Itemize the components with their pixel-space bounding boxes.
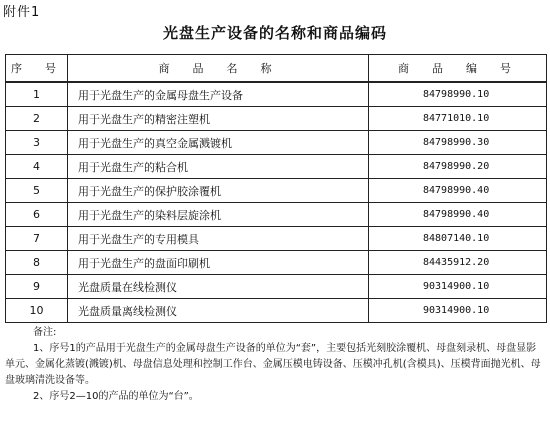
row-serial-number: 5 [6,179,68,203]
note-2: 2、序号2—10的产品的单位为“台”。 [33,391,199,402]
header-product-code: 商 品 编 号 [369,55,547,83]
notes-label: 备注: [33,327,57,338]
table-row [6,82,547,107]
row-product-code: 84435912.20 [369,251,547,275]
row-product-code: 90314900.10 [369,299,547,323]
row-serial-number: 4 [6,155,68,179]
row-product-name: 用于光盘生产的金属母盘生产设备 [68,82,369,107]
table-row [6,203,547,227]
row-serial-number: 1 [6,82,68,107]
row-serial-number: 9 [6,275,68,299]
annex-label: 附件1 [3,5,41,20]
row-serial-number: 3 [6,131,68,155]
document-title: 光盘生产设备的名称和商品编码 [162,24,387,42]
row-product-code: 84798990.20 [369,155,547,179]
row-serial-number: 8 [6,251,68,275]
row-product-name: 用于光盘生产的精密注塑机 [68,107,369,131]
row-product-name: 用于光盘生产的染料层旋涂机 [68,203,369,227]
notes-section [5,325,546,405]
table-row [6,275,547,299]
row-product-code: 84771010.10 [369,107,547,131]
row-product-name: 用于光盘生产的真空金属溅镀机 [68,131,369,155]
header-serial-number: 序 号 [6,55,68,83]
row-serial-number: 10 [6,299,68,323]
row-product-code: 84798990.40 [369,203,547,227]
row-product-code: 90314900.10 [369,275,547,299]
row-product-name: 用于光盘生产的粘合机 [68,155,369,179]
row-product-name: 用于光盘生产的专用模具 [68,227,369,251]
row-product-name: 光盘质量离线检测仪 [68,299,369,323]
row-product-code: 84798990.40 [369,179,547,203]
row-product-code: 84798990.30 [369,131,547,155]
row-product-name: 光盘质量在线检测仪 [68,275,369,299]
table-row [6,179,547,203]
table-row [6,251,547,275]
table-row [6,131,547,155]
table-row [6,299,547,323]
row-serial-number: 7 [6,227,68,251]
row-serial-number: 2 [6,107,68,131]
row-product-code: 84807140.10 [369,227,547,251]
table-row [6,155,547,179]
table-row [6,227,547,251]
equipment-table [5,54,547,323]
row-product-name: 用于光盘生产的盘面印刷机 [68,251,369,275]
row-serial-number: 6 [6,203,68,227]
table-row [6,107,547,131]
header-product-name: 商 品 名 称 [68,55,369,83]
row-product-code: 84798990.10 [369,82,547,107]
row-product-name: 用于光盘生产的保护胶涂覆机 [68,179,369,203]
table-header-row [6,55,547,83]
note-1: 1、序号1的产品用于光盘生产的金属母盘生产设备的单位为“套”，主要包括光刻胶涂覆机、母盘刻录机、母盘显影单元、金属化蒸镀(溅镀)机、母盘信息处理和控制工作台、金属压模电铸设备、压模冲孔机(含模具)、压模背面抛光机、母盘玻璃清洗设备等。 [5,343,541,386]
